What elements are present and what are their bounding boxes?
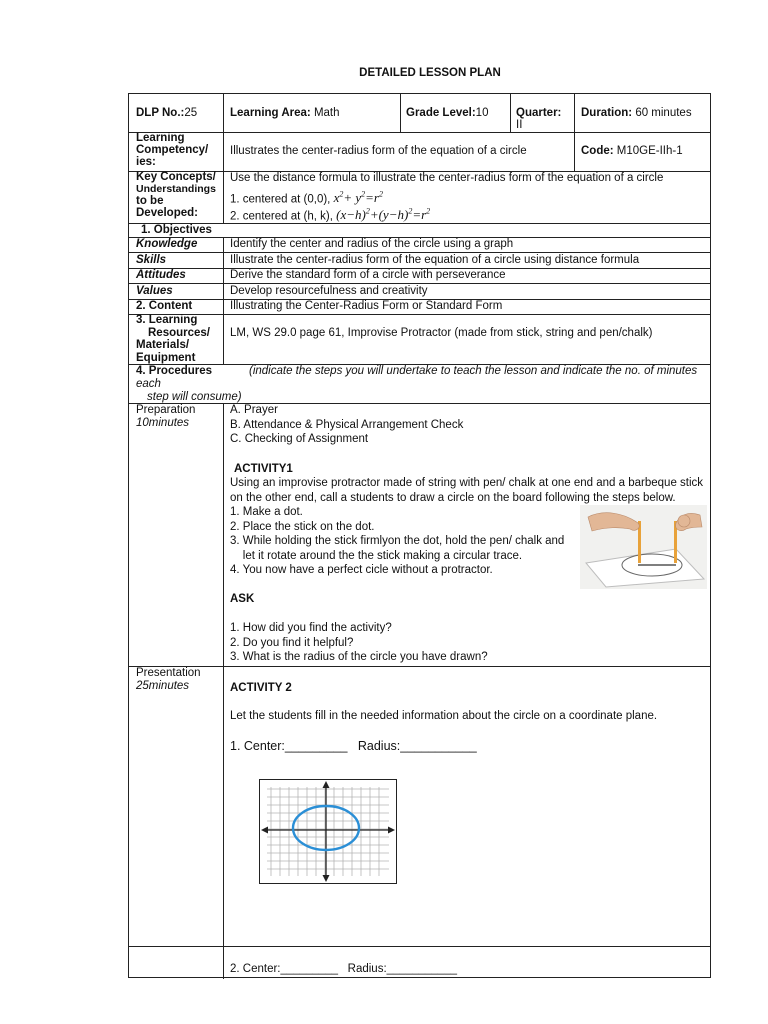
list-item: C. Checking of Assignment xyxy=(230,433,369,445)
procedures-note: (indicate the steps you will undertake to teach the lesson and indicate the no. of minutes xyxy=(249,365,698,377)
skills-label: Skills xyxy=(136,254,167,266)
quarter-value: II xyxy=(516,119,523,131)
objectives-heading: 1. Objectives xyxy=(141,224,212,236)
presentation-label: Presentation xyxy=(136,667,201,679)
activity1-title: ACTIVITY1 xyxy=(234,463,293,475)
preparation-label: Preparation xyxy=(136,404,196,416)
values-text: Develop resourcefulness and creativity xyxy=(230,285,428,297)
list-item: A. Prayer xyxy=(230,404,278,416)
ask-questions xyxy=(230,621,488,665)
list-item: 4. You now have a perfect cicle without a protractor. xyxy=(230,564,493,576)
competency-code: Code: M10GE-IIh-1 xyxy=(581,145,683,157)
list-item: 2. Place the stick on the dot. xyxy=(230,520,375,533)
dlp-no: DLP No.:25 xyxy=(136,107,198,119)
list-item: 2. Do you find it helpful? xyxy=(230,636,354,649)
equation-center-hk: $(x-h)^2+(y-h)^2=r^2$ xyxy=(336,207,431,223)
skills-text: Illustrate the center-radius form of the equation of a circle using distance formula xyxy=(230,254,640,266)
key-concept-item-2: 2. centered at (h, k), $(x-h)^2+(y-h)^2=r^2$ xyxy=(230,207,431,223)
key-concepts-intro: Use the distance formula to illustrate the center-radius form of the equation of a circle xyxy=(230,172,664,184)
preparation-minutes: 10minutes xyxy=(136,417,190,429)
page-title: DETAILED LESSON PLAN xyxy=(359,67,501,79)
question-2-center-radius: 2. Center:_________ Radius:___________ xyxy=(230,963,457,975)
resources-text: LM, WS 29.0 page 61, Improvise Protractor (made from stick, string and pen/chalk) xyxy=(230,327,653,339)
key-concepts-label: Key Concepts/ Understandings to be Developed: xyxy=(136,171,216,219)
values-label: Values xyxy=(136,285,173,297)
activity1-steps xyxy=(230,505,564,578)
content-text: Illustrating the Center-Radius Form or Standard Form xyxy=(230,300,503,312)
list-item: B. Attendance & Physical Arrangement Check xyxy=(230,418,464,431)
duration: Duration: 60 minutes xyxy=(581,107,692,119)
ask-title: ASK xyxy=(230,593,255,605)
list-item: 1. How did you find the activity? xyxy=(230,622,392,634)
resources-label: 3. Learning Resources/ Materials/ Equipment xyxy=(136,314,211,364)
activity2-instruction: Let the students fill in the needed information about the circle on a coordinate plane. xyxy=(230,710,658,722)
key-concept-item-1: 1. centered at (0,0), $x^2+ y^2=r^2$ xyxy=(230,190,383,206)
list-item: 3. While holding the stick firmlyon the dot, hold the pen/ chalk and xyxy=(230,535,565,547)
knowledge-text: Identify the center and radius of the circle using a graph xyxy=(230,238,514,250)
competency-label: Learning Competency/ ies: xyxy=(136,132,209,168)
lesson-plan-table xyxy=(128,93,711,978)
list-item: let it rotate around the the stick making a circular trace. xyxy=(230,549,523,562)
equation-origin: $x^2+ y^2=r^2$ xyxy=(333,190,383,206)
question-1-center-radius: 1. Center:_________ Radius:___________ xyxy=(230,739,477,753)
attitudes-label: Attitudes xyxy=(136,269,186,281)
activity2-title: ACTIVITY 2 xyxy=(230,682,292,694)
list-item: 3. What is the radius of the circle you have drawn? xyxy=(230,651,488,663)
procedures-note-2: each xyxy=(136,378,161,390)
coordinate-plane-graph xyxy=(259,779,397,884)
grade-level: Grade Level:10 xyxy=(406,107,489,119)
quarter-label: Quarter: xyxy=(516,107,562,119)
knowledge-label: Knowledge xyxy=(136,238,198,250)
procedures-label: 4. Procedures xyxy=(136,365,213,377)
learning-area: Learning Area: Math xyxy=(230,107,340,119)
drawing-circle-illustration xyxy=(580,505,707,589)
competency-text: Illustrates the center-radius form of the equation of a circle xyxy=(230,145,527,157)
content-label: 2. Content xyxy=(136,300,193,312)
preparation-items xyxy=(230,403,463,447)
list-item: 1. Make a dot. xyxy=(230,506,303,518)
presentation-minutes: 25minutes xyxy=(136,680,190,692)
activity1-description: Using an improvise protractor made of string with pen/ chalk at one end and a barbeque stick on the other end, call a students to draw a circle on the board following the steps below. xyxy=(230,477,704,504)
procedures-note-3: step will consume) xyxy=(147,391,242,403)
attitudes-text: Derive the standard form of a circle with perseverance xyxy=(230,269,506,281)
